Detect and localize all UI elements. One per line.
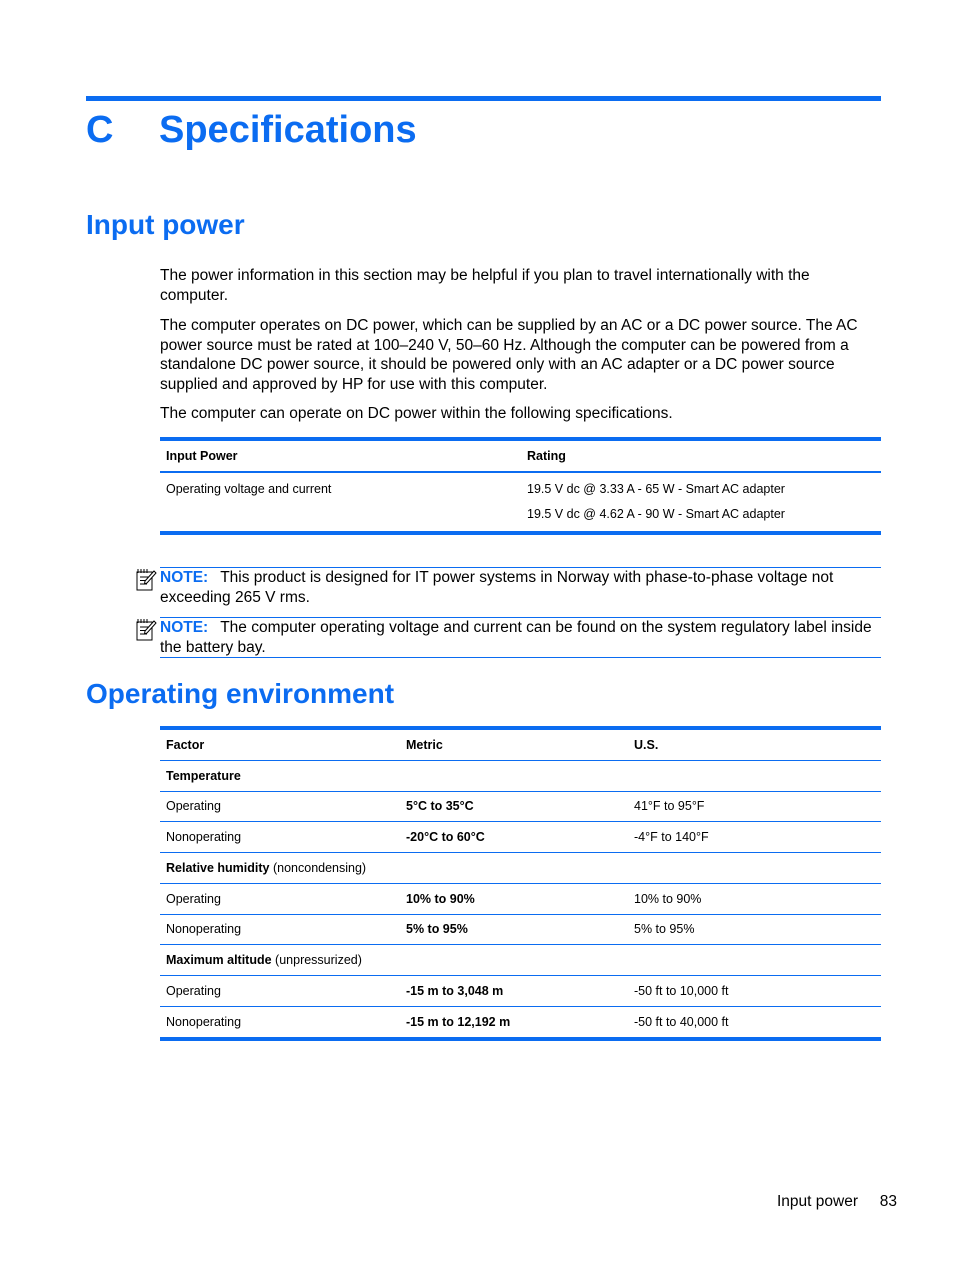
section-heading-input-power: Input power	[86, 209, 245, 240]
table-cell: -50 ft to 10,000 ft	[634, 983, 729, 998]
table-cell: Nonoperating	[166, 1014, 242, 1029]
note-box	[160, 617, 881, 658]
note-label: NOTE:	[160, 619, 209, 636]
table-header-row	[160, 441, 881, 473]
table-group-row	[160, 761, 881, 792]
chapter-title: Specifications	[159, 109, 417, 151]
group-title: Relative humidity	[166, 860, 270, 875]
footer-section-label: Input power	[777, 1193, 858, 1210]
table-cell: -4°F to 140°F	[634, 830, 709, 845]
table-row	[160, 792, 881, 823]
table-cell: -15 m to 12,192 m	[406, 1014, 511, 1029]
table-header-cell: Metric	[406, 737, 443, 752]
group-label	[160, 769, 241, 783]
note-label: NOTE:	[160, 569, 209, 586]
note-text: The computer operating voltage and current can be found on the system regulatory label inside the battery bay.	[160, 619, 872, 656]
table-cell: Operating voltage and current	[166, 481, 332, 496]
table-cell: -50 ft to 40,000 ft	[634, 1014, 729, 1029]
table-row	[160, 976, 881, 1007]
group-label	[160, 861, 366, 875]
chapter-rule	[86, 96, 881, 101]
table-header-cell: U.S.	[634, 737, 659, 752]
table-cell: 19.5 V dc @ 4.62 A - 90 W - Smart AC adapter	[527, 506, 785, 521]
note-text: This product is designed for IT power systems in Norway with phase-to-phase voltage not exceeding 265 V rms.	[160, 569, 834, 606]
group-title: Maximum altitude	[166, 953, 272, 968]
table-row	[160, 884, 881, 915]
table-cell: -20°C to 60°C	[406, 830, 485, 845]
group-label	[160, 953, 362, 967]
table-cell: Operating	[166, 891, 221, 906]
table-cell: 5°C to 35°C	[406, 799, 474, 814]
table-header-cell: Factor	[166, 737, 205, 752]
operating-environment-table	[160, 726, 881, 1041]
group-qualifier: (unpressurized)	[271, 953, 362, 968]
table-header-cell: Input Power	[166, 449, 238, 463]
table-row	[160, 915, 881, 946]
table-cell: Nonoperating	[166, 830, 242, 845]
chapter-letter: C	[86, 109, 114, 151]
table-row	[160, 822, 881, 853]
note-icon	[135, 568, 157, 592]
table-cell: Operating	[166, 983, 221, 998]
table-row	[160, 476, 881, 501]
input-power-paragraph-1: The power information in this section may be helpful if you plan to travel internationally with the computer.	[160, 267, 810, 304]
footer-page-number: 83	[879, 1193, 897, 1210]
table-cell: 10% to 90%	[406, 891, 475, 906]
table-cell: Operating	[166, 799, 221, 814]
table-cell: 5% to 95%	[406, 922, 468, 937]
input-power-paragraph-2: The computer operates on DC power, which can be supplied by an AC or a DC power source. The AC power source must be rated at 100–240 V, 50–60 Hz. Although the computer can be powered from a standalone DC power source, it should be powered only with an AC adapter or a DC power source supplied and approved by HP for use with this computer.	[160, 317, 858, 393]
table-cell: Nonoperating	[166, 922, 242, 937]
note-icon	[135, 618, 157, 642]
table-row	[160, 1007, 881, 1037]
input-power-table	[160, 437, 881, 535]
table-header-cell: Rating	[527, 449, 566, 463]
group-qualifier: (noncondensing)	[269, 860, 367, 875]
group-title: Temperature	[166, 768, 241, 783]
table-cell: 5% to 95%	[634, 922, 695, 937]
table-group-row	[160, 853, 881, 884]
input-power-paragraph-3: The computer can operate on DC power within the following specifications.	[160, 405, 673, 422]
table-group-row	[160, 945, 881, 976]
table-cell: 19.5 V dc @ 3.33 A - 65 W - Smart AC adapter	[527, 481, 785, 496]
table-cell: 41°F to 95°F	[634, 799, 705, 814]
table-cell: -15 m to 3,048 m	[406, 983, 504, 998]
section-heading-operating-environment: Operating environment	[86, 678, 395, 709]
table-row	[160, 501, 881, 526]
table-cell: 10% to 90%	[634, 891, 702, 906]
note-box	[160, 567, 881, 607]
table-header-row	[160, 730, 881, 761]
